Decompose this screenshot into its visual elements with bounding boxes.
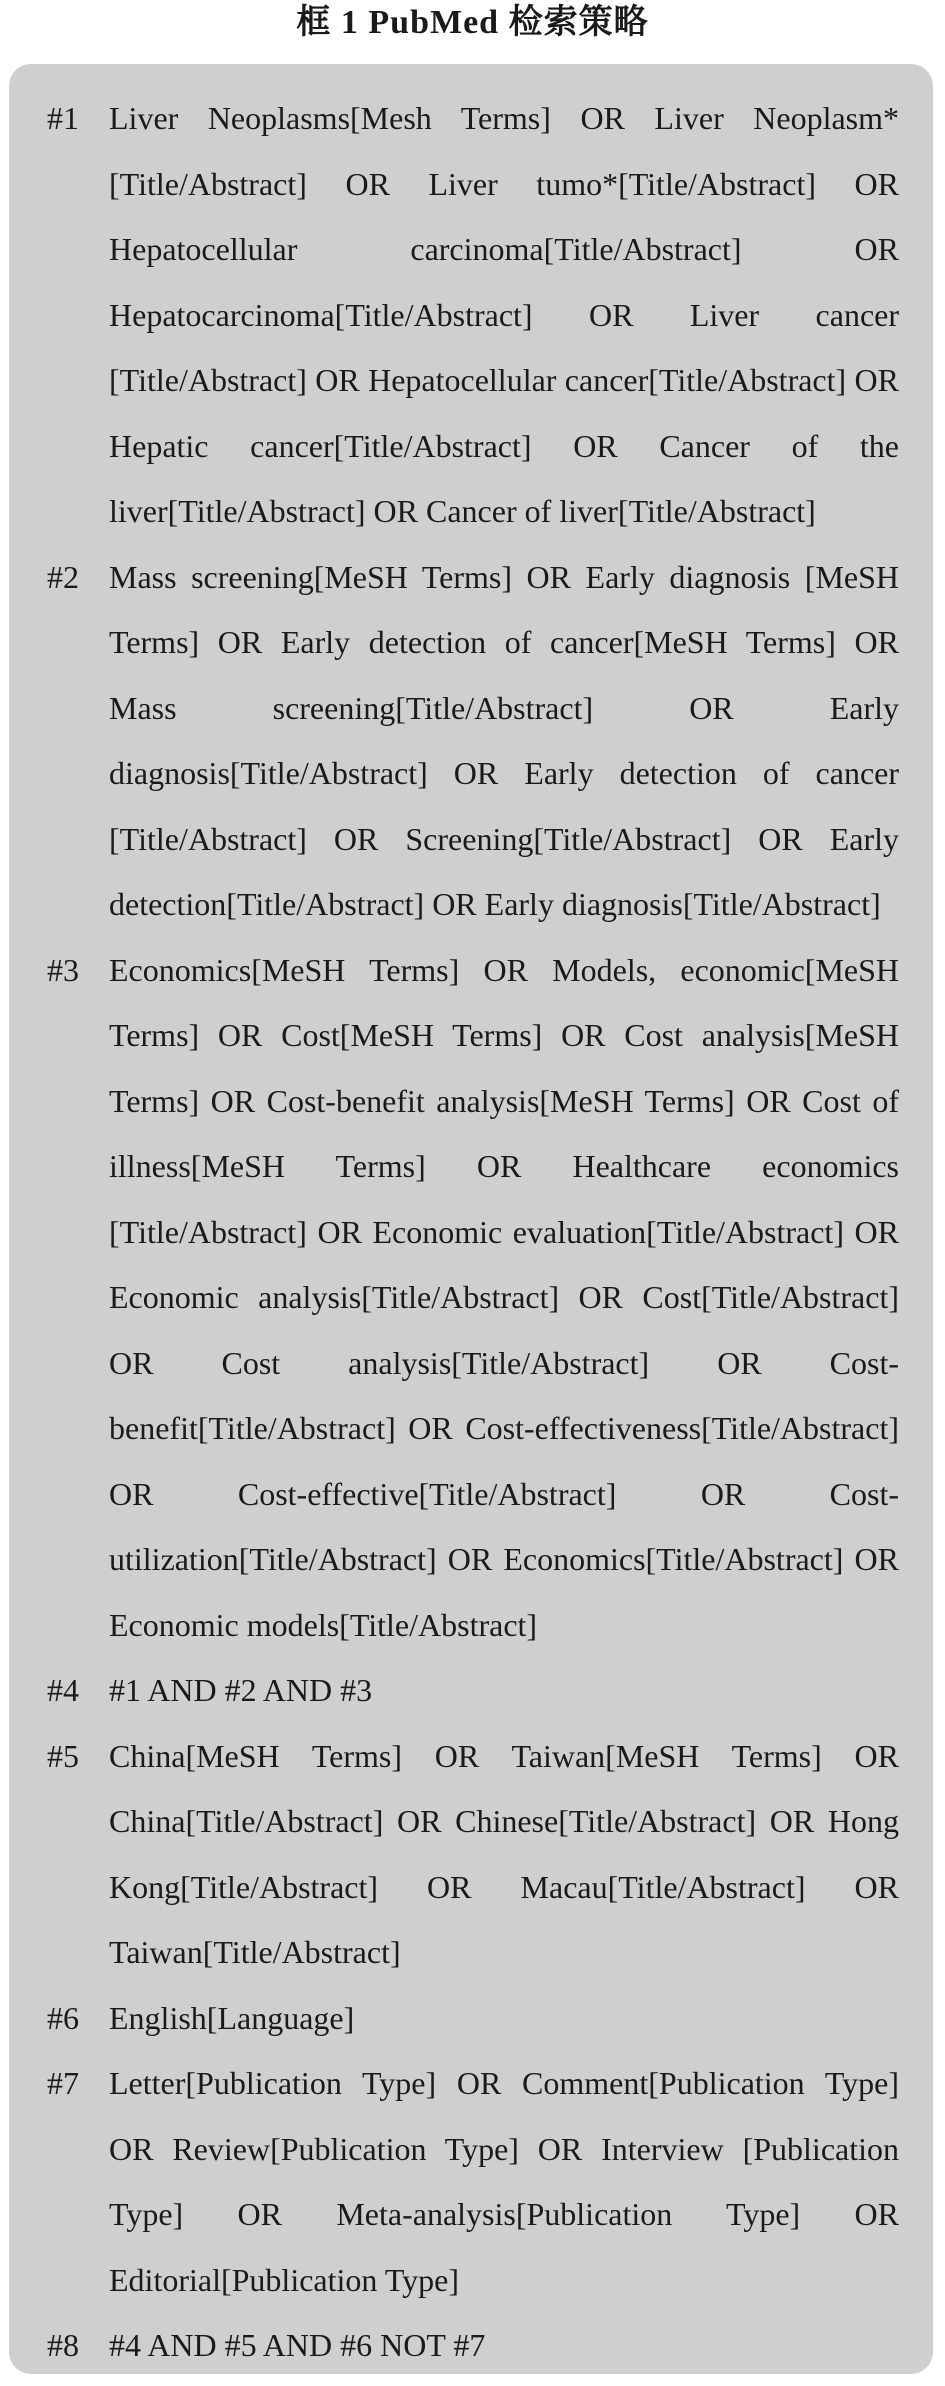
entry-query: Economics[MeSH Terms] OR Models, economic[MeSH Terms] OR Cost[MeSH Terms] OR Cost analysis[MeSH Terms] OR Cost-benefit analysis[MeSH Terms] OR Cost of illness[MeSH Terms] OR Healthcare economics [Title/Abstract] OR Economic evaluation[Title/Abstract] OR Economic analysis[Title/Abstract] OR Cost[Title/Abstract] OR Cost analysis[Title/Abstract] OR Cost-benefit[Title/Abstract] OR Cost-effectiveness[Title/Abstract] OR Cost-effective[Title/Abstract] OR Cost-utilization[Title/Abstract] OR Economics[Title/Abstract] OR Economic models[Title/Abstract] [109, 951, 899, 1643]
search-entry-8 [47, 2313, 899, 2379]
entry-query: Liver Neoplasms[Mesh Terms] OR Liver Neoplasm*[Title/Abstract] OR Liver tumo*[Title/Abstract] OR Hepatocellular carcinoma[Title/Abstract] OR Hepatocarcinoma[Title/Abstract] OR Liver cancer [Title/Abstract] OR Hepatocellular cancer[Title/Abstract] OR Hepatic cancer[Title/Abstract] OR Cancer of the liver[Title/Abstract] OR Cancer of liver[Title/Abstract] [109, 100, 899, 529]
entry-number: #3 [47, 951, 79, 988]
entry-query: Mass screening[MeSH Terms] OR Early diagnosis [MeSH Terms] OR Early detection of cancer[MeSH Terms] OR Mass screening[Title/Abstract] OR Early diagnosis[Title/Abstract] OR Early detection of cancer [Title/Abstract] OR Screening[Title/Abstract] OR Early detection[Title/Abstract] OR Early diagnosis[Title/Abstract] [109, 558, 899, 922]
search-entry-5 [47, 1724, 899, 1986]
entry-number: #1 [47, 100, 79, 136]
entry-number: #2 [47, 558, 79, 595]
entry-number: #8 [47, 2327, 79, 2363]
search-entry-2 [47, 545, 899, 938]
search-entry-3 [47, 938, 899, 1659]
entry-number: #4 [47, 1672, 79, 1708]
entry-query: China[MeSH Terms] OR Taiwan[MeSH Terms] OR China[Title/Abstract] OR Chinese[Title/Abstract] OR Hong Kong[Title/Abstract] OR Macau[Title/Abstract] OR Taiwan[Title/Abstract] [109, 1737, 899, 1970]
box-title: 框 1 PubMed 检索策略 [296, 4, 649, 41]
search-entry-7 [47, 2051, 899, 2313]
entry-number: #6 [47, 1999, 79, 2036]
search-entry-6 [47, 1986, 899, 2052]
entry-number: #5 [47, 1737, 79, 1774]
search-entry-4 [47, 1658, 899, 1724]
entry-query: #4 AND #5 AND #6 NOT #7 [109, 2327, 486, 2363]
entry-query: #1 AND #2 AND #3 [109, 1672, 373, 1708]
search-strategy-box [9, 64, 933, 2374]
search-entry-1 [47, 86, 899, 545]
entry-query: English[Language] [109, 1999, 355, 2036]
entry-query: Letter[Publication Type] OR Comment[Publication Type] OR Review[Publication Type] OR Interview [Publication Type] OR Meta-analysis[Publication Type] OR Editorial[Publication Type] [109, 2065, 899, 2298]
entry-number: #7 [47, 2065, 79, 2101]
